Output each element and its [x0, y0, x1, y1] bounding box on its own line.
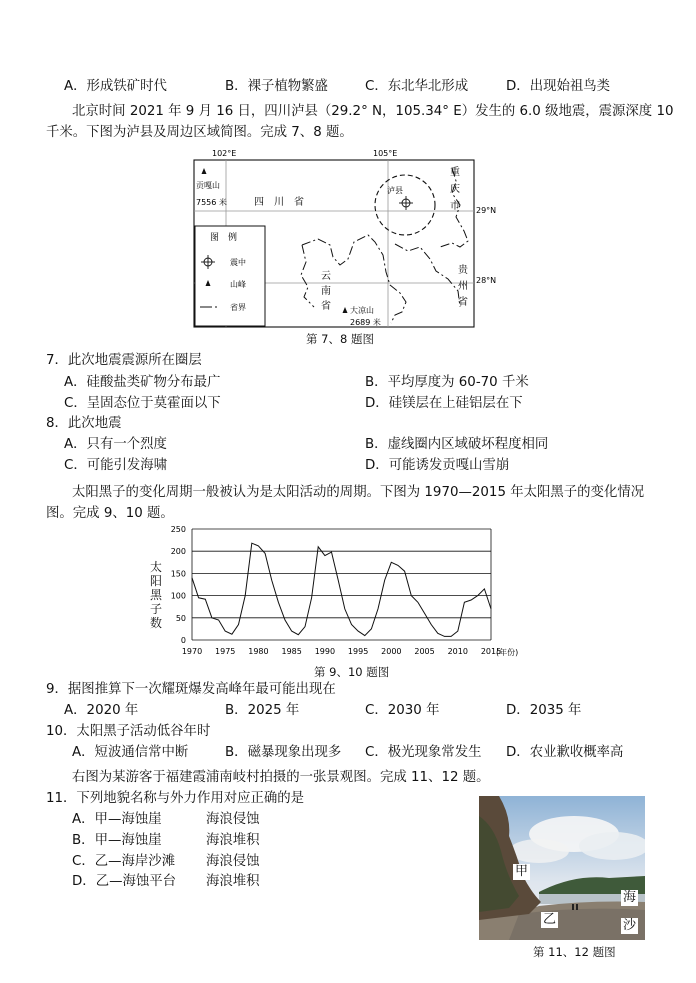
q9-stem: 9．据图推算下一次耀斑爆发高峰年最可能出现在	[46, 682, 336, 697]
guizhou-char2: 州	[458, 281, 468, 292]
q11-option-b-process: 海浪堆积	[206, 833, 260, 848]
q11-option-a: A．甲—海蚀崖	[72, 812, 162, 827]
q11-stem: 11．下列地貌名称与外力作用对应正确的是	[46, 791, 305, 806]
chart-ytick-label: 0	[180, 636, 186, 645]
chart-ytick-label: 100	[170, 591, 186, 601]
sichuan-label: 四 川 省	[254, 197, 304, 208]
legend-epicenter-label: 震中	[230, 258, 246, 267]
q6-option-a: A．形成铁矿时代	[64, 79, 167, 94]
daliang-height: 2689 米	[350, 318, 381, 327]
q11-option-d-process: 海浪堆积	[206, 874, 260, 889]
lon-102-label: 102°E	[212, 149, 237, 158]
q9-option-b: B．2025 年	[225, 703, 300, 718]
q10-option-c: C．极光现象常发生	[365, 745, 482, 760]
chart-xtick-label: 1980	[248, 647, 269, 656]
chart-xtick-label: 1990	[314, 647, 336, 656]
chart-xtick-label: 1995	[347, 647, 369, 656]
epicenter-icon	[399, 196, 413, 210]
intro-9-10-line2: 图。完成 9、10 题。	[46, 506, 174, 521]
gongga-height: 7556 米	[196, 198, 227, 207]
q8-option-c: C．可能引发海啸	[64, 458, 168, 473]
yunnan-char3: 省	[321, 301, 331, 312]
legend-peak-label: 山峰	[230, 280, 246, 289]
chart-xtick-label: 2015	[480, 647, 502, 656]
intro-11-12: 右图为某游客于福建霞浦南岐村拍摄的一张景观图。完成 11、12 题。	[72, 770, 490, 785]
map-caption: 第 7、8 题图	[306, 332, 374, 346]
intro-9-10-line1: 太阳黑子的变化周期一般被认为是太阳活动的周期。下图为 1970—2015 年太阳黑子的变化情况	[72, 485, 645, 500]
gongga-name: 贡嘎山	[196, 181, 220, 190]
intro-7-8-line2: 千米。下图为泸县及周边区域简图。完成 7、8 题。	[46, 125, 353, 140]
legend-title: 图 例	[210, 233, 238, 243]
lat-29-label: 29°N	[476, 206, 497, 215]
q7-stem: 7．此次地震震源所在圈层	[46, 353, 202, 368]
photo-caption: 第 11、12 题图	[533, 945, 616, 959]
chart-ytick-label: 50	[175, 613, 186, 623]
photo-label-sha: 沙	[623, 918, 637, 933]
photo-label-hai: 海	[623, 890, 637, 905]
guizhou-char3: 省	[458, 297, 468, 308]
q7-option-c: C．呈固态位于莫霍面以下	[64, 396, 221, 411]
q10-option-b: B．磁暴现象出现多	[225, 745, 342, 760]
peak-icon	[202, 168, 207, 174]
q7-option-b: B．平均厚度为 60-70 千米	[365, 375, 529, 390]
q8-stem: 8．此次地震	[46, 416, 122, 431]
coastal-landscape-photo	[479, 796, 645, 940]
chart-xtick-label: 1985	[281, 647, 302, 656]
q10-option-d: D．农业歉收概率高	[506, 745, 624, 760]
chart-ytick-label: 200	[170, 547, 186, 557]
chart-xtick-label: 2010	[447, 647, 468, 656]
chart-caption: 第 9、10 题图	[314, 665, 390, 679]
q10-option-a: A．短波通信常中断	[72, 745, 189, 760]
chart-xtick-label: 1970	[181, 647, 203, 656]
affected-area-circle	[375, 175, 435, 235]
q6-option-c: C．东北华北形成	[365, 79, 469, 94]
q9-option-a: A．2020 年	[64, 703, 139, 718]
q9-option-d: D．2035 年	[506, 703, 582, 718]
luxian-map	[190, 147, 500, 331]
yunnan-west-border	[301, 245, 314, 307]
chart-ylabel: 太阳黑子数	[150, 560, 163, 630]
q10-stem: 10．太阳黑子活动低谷年时	[46, 724, 211, 739]
legend-border-label: 省界	[230, 303, 246, 312]
q7-option-d: D．硅镁层在上硅铝层在下	[365, 396, 523, 411]
q8-option-a: A．只有一个烈度	[64, 437, 167, 452]
q11-option-d: D．乙—海蚀平台	[72, 874, 177, 889]
sunspot-chart	[145, 522, 525, 662]
chart-xlabel: (年份)	[496, 648, 519, 657]
sunspot-series-line	[192, 543, 491, 636]
q9-option-c: C．2030 年	[365, 703, 440, 718]
q11-option-c: C．乙—海岸沙滩	[72, 854, 176, 869]
q6-option-b: B．裸子植物繁盛	[225, 79, 328, 94]
yunnan-char1: 云	[321, 271, 331, 282]
chongqing-char2: 庆	[450, 184, 460, 195]
chart-ytick-label: 150	[170, 569, 186, 579]
q8-option-b: B．虚线圈内区域破坏程度相同	[365, 437, 549, 452]
q8-option-d: D．可能诱发贡嘎山雪崩	[365, 458, 510, 473]
chart-xtick-label: 1975	[215, 647, 236, 656]
photo-label-jia: 甲	[515, 864, 529, 879]
chongqing-char1: 重	[450, 167, 460, 178]
lat-28-label: 28°N	[476, 276, 497, 285]
yunnan-char2: 南	[321, 286, 331, 297]
chart-xtick-label: 2005	[414, 647, 435, 656]
daliang-name: 大凉山	[350, 306, 374, 315]
chongqing-char3: 市	[450, 201, 460, 212]
peak-icon	[343, 307, 348, 313]
q11-option-a-process: 海浪侵蚀	[206, 812, 260, 827]
q7-option-a: A．硅酸盐类矿物分布最广	[64, 375, 221, 390]
luxian-label: 泸县	[387, 186, 403, 195]
guizhou-border	[395, 244, 460, 307]
lon-105-label: 105°E	[373, 149, 398, 158]
chart-xtick-label: 2000	[381, 647, 402, 656]
q6-option-d: D．出现始祖鸟类	[506, 79, 611, 94]
chart-ytick-label: 250	[170, 525, 186, 534]
q11-option-c-process: 海浪侵蚀	[206, 854, 260, 869]
q11-option-b: B．甲—海蚀崖	[72, 833, 162, 848]
intro-7-8-line1: 北京时间 2021 年 9 月 16 日，四川泸县（29.2° N，105.34° E）发生的 6.0 级地震，震源深度 10	[72, 104, 674, 119]
guizhou-char1: 贵	[458, 265, 468, 276]
photo-label-yi: 乙	[543, 912, 557, 927]
